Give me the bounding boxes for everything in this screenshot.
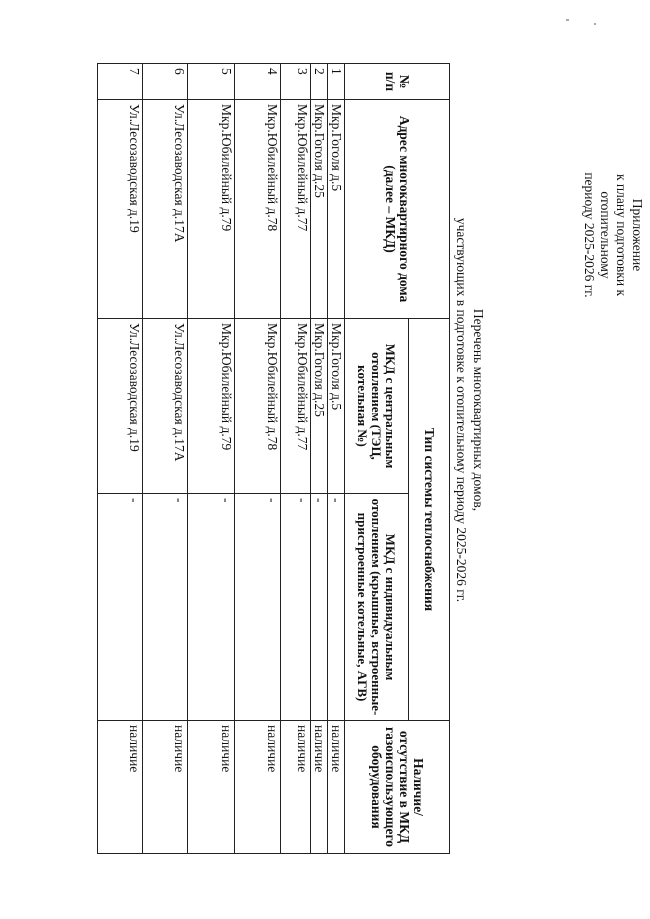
header-address: Адрес многоквартирного дома (далее – МКД) [345,100,450,319]
cell-gas: наличие [98,721,143,854]
cell-address: Мкр.Гоголя д.5 [328,100,345,319]
cell-gas: наличие [143,721,188,854]
cell-address: Мкр.Юбилейный д.78 [235,100,281,319]
cell-gas: наличие [311,721,328,854]
cell-num: 6 [143,64,188,100]
cell-central: Ул.Лесозаводская д.17А [143,319,188,494]
table-row [311,64,328,854]
header-num: № п/п [345,64,450,100]
buildings-table [97,63,450,854]
cell-address: Мкр.Юбилейный д.77 [281,100,311,319]
cell-central: Мкр.Гоголя д.5 [328,319,345,494]
table-row [328,64,345,854]
cell-gas: наличие [281,721,311,854]
cell-central: Ул.Лесозаводская д.19 [98,319,143,494]
cell-num: 2 [311,64,328,100]
table-row [143,64,188,854]
cell-central: Мкр.Юбилейный д.79 [188,319,235,494]
cell-individual: - [98,494,143,721]
appendix-line-3: периоду 2025-2026 гг. [582,172,597,298]
table-row [235,64,281,854]
cell-individual: - [143,494,188,721]
cell-address: Мкр.Юбилейный д.79 [188,100,235,319]
header-heating-type: Тип системы теплоснабжения [409,319,450,721]
cell-address: Ул.Лесозаводская д.19 [98,100,143,319]
appendix-line-1: Приложение [630,198,645,272]
cell-central: Мкр.Юбилейный д.78 [235,319,281,494]
cell-gas: наличие [328,721,345,854]
cell-gas: наличие [188,721,235,854]
appendix-line-2: к плану подготовки к отопительному [598,173,629,297]
title-line-2: участвующих в подготовке к отопительному периоду 2025-2026 гг. [454,217,469,603]
table-row [98,64,143,854]
cell-central: Мкр.Юбилейный д.77 [281,319,311,494]
header-individual: МКД с индивидуальным отоплением (крышные, встроенные-пристроенные котельные, АГВ) [345,494,409,721]
document-title [453,200,487,620]
cell-central: Мкр.Гоголя д.25 [311,319,328,494]
cell-num: 4 [235,64,281,100]
cell-num: 3 [281,64,311,100]
cell-individual: - [311,494,328,721]
cell-individual: - [328,494,345,721]
cell-individual: - [235,494,281,721]
cell-individual: - [281,494,311,721]
cell-num: 7 [98,64,143,100]
cell-gas: наличие [235,721,281,854]
cell-address: Ул.Лесозаводская д.17А [143,100,188,319]
table-row [281,64,311,854]
header-central: МКД с центральным отоплением (ТЭЦ, котельная №) [345,319,409,494]
title-line-1: Перечень многоквартирных домов, [471,308,486,512]
cell-individual: - [188,494,235,721]
table-row [188,64,235,854]
cell-num: 1 [328,64,345,100]
appendix-block [581,130,645,340]
cell-address: Мкр.Гоголя д.25 [311,100,328,319]
cell-num: 5 [188,64,235,100]
header-gas: Наличие/отсутствие в МКД газоиспользующего оборудования [345,721,450,854]
